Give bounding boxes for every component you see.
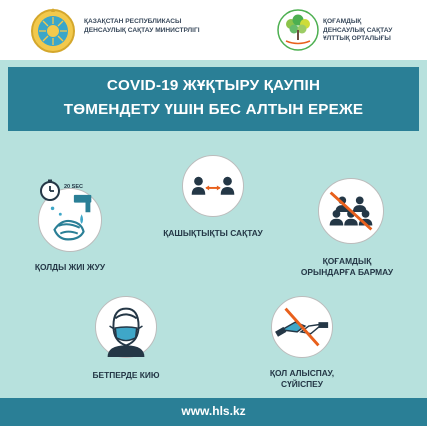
- timer-icon: [38, 178, 62, 202]
- health-center-name-line3: ҰЛТТЫҚ ОРТАЛЫҒЫ: [323, 35, 391, 43]
- face-mask-icon: [95, 296, 157, 358]
- rule-label-no-handshake-line2: СҮЙІСПЕУ: [281, 378, 323, 389]
- rule-label-wash-hands: ҚОЛДЫ ЖИІ ЖУУ: [34, 262, 106, 272]
- health-center-name-line2: ДЕНСАУЛЫҚ САҚТАУ: [323, 26, 393, 34]
- kazakhstan-emblem-icon: [30, 8, 76, 54]
- rule-label-wear-mask: БЕТПЕРДЕ КИЮ: [92, 370, 160, 380]
- rule-label-no-handshake-line1: ҚОЛ АЛЫСПАУ,: [269, 368, 335, 378]
- title-line1: COVID-19 ЖҰҚТЫРУ ҚАУПІН: [106, 77, 321, 94]
- health-center-name-line1: ҚОҒАМДЫҚ: [323, 18, 362, 25]
- ministry-name: ҚАЗАҚСТАН РЕСПУБЛИКАСЫ ДЕНСАУЛЫҚ САҚТАУ МИНИСТРЛІГІ: [84, 18, 200, 34]
- title-line2: ТӨМЕНДЕТУ ҮШІН БЕС АЛТЫН ЕРЕЖЕ: [63, 101, 364, 118]
- rule-label-no-handshake: [232, 368, 372, 389]
- health-center-name: [323, 18, 423, 44]
- no-crowds-icon: [318, 178, 384, 244]
- social-distance-icon: [182, 155, 244, 217]
- health-center-tree-logo-icon: [276, 8, 320, 52]
- timer-label: 20 SEC: [64, 184, 83, 190]
- rule-label-avoid-public-places: [272, 256, 422, 277]
- rule-label-avoid-public-places-line2: ОРЫНДАРҒА БАРМАУ: [300, 266, 394, 277]
- rule-label-avoid-public-places-line1: ҚОҒАМДЫҚ: [322, 256, 372, 266]
- rule-label-keep-distance: ҚАШЫҚТЫҚТЫ САҚТАУ: [163, 228, 263, 238]
- no-handshake-icon: [271, 296, 333, 358]
- website-link[interactable]: www.hls.kz: [181, 404, 246, 418]
